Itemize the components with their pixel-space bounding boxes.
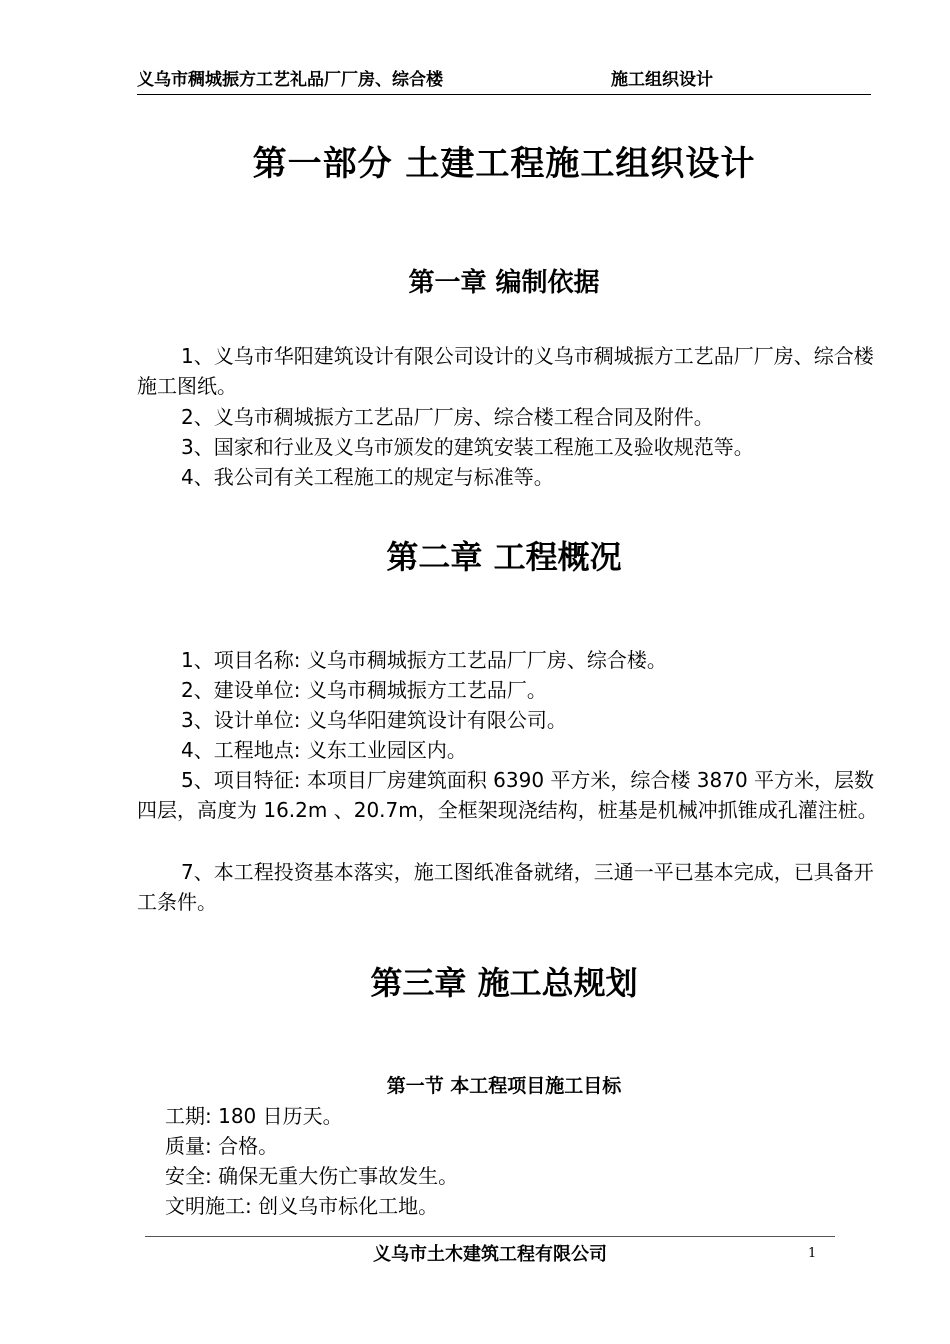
chapter3-title: 第三章 施工总规划 <box>370 964 638 1002</box>
chapter2-item-7: 7、本工程投资基本落实，施工图纸准备就绪，三通一平已基本完成，已具备开工条件。 <box>137 860 874 914</box>
chapter2-item-2: 2、建设单位: 义乌市稠城振方工艺品厂。 <box>181 678 547 702</box>
chapter2-title: 第二章 工程概况 <box>386 538 622 576</box>
goal-quality: 质量: 合格。 <box>165 1134 279 1158</box>
chapter2-item-1: 1、项目名称: 义乌市稠城振方工艺品厂厂房、综合楼。 <box>181 648 667 672</box>
goal-civilized-construction: 文明施工: 创义乌市标化工地。 <box>165 1194 439 1218</box>
header-project-name: 义乌市稠城振方工艺礼品厂厂房、综合楼 <box>137 70 443 90</box>
chapter2-item-4: 4、工程地点: 义东工业园区内。 <box>181 738 467 762</box>
page-header <box>137 66 871 95</box>
page-number: 1 <box>808 1246 817 1261</box>
header-doc-type: 施工组织设计 <box>611 70 713 90</box>
footer-company: 义乌市土木建筑工程有限公司 <box>373 1244 607 1265</box>
footer-divider <box>145 1236 835 1237</box>
chapter2-item-5: 5、项目特征: 本项目厂房建筑面积 6390 平方米，综合楼 3870 平方米，层数四层，高度为 16.2m 、20.7m，全框架现浇结构，桩基是机械冲抓锥成孔灌注桩。 <box>137 768 878 822</box>
chapter1-item-3: 3、国家和行业及义乌市颁发的建筑安装工程施工及验收规范等。 <box>181 435 754 459</box>
section1-title: 第一节 本工程项目施工目标 <box>386 1075 622 1097</box>
chapter1-item-4: 4、我公司有关工程施工的规定与标准等。 <box>181 465 554 489</box>
goal-safety: 安全: 确保无重大伤亡事故发生。 <box>165 1164 459 1188</box>
goal-schedule: 工期: 180 日历天。 <box>165 1104 343 1128</box>
chapter2-item-3: 3、设计单位: 义乌华阳建筑设计有限公司。 <box>181 708 567 732</box>
chapter1-title: 第一章 编制依据 <box>408 268 600 298</box>
chapter1-item-1: 1、义乌市华阳建筑设计有限公司设计的义乌市稠城振方工艺品厂厂房、综合楼施工图纸。 <box>137 344 874 398</box>
chapter1-item-2: 2、义乌市稠城振方工艺品厂厂房、综合楼工程合同及附件。 <box>181 405 714 429</box>
part-title: 第一部分 土建工程施工组织设计 <box>252 144 756 184</box>
